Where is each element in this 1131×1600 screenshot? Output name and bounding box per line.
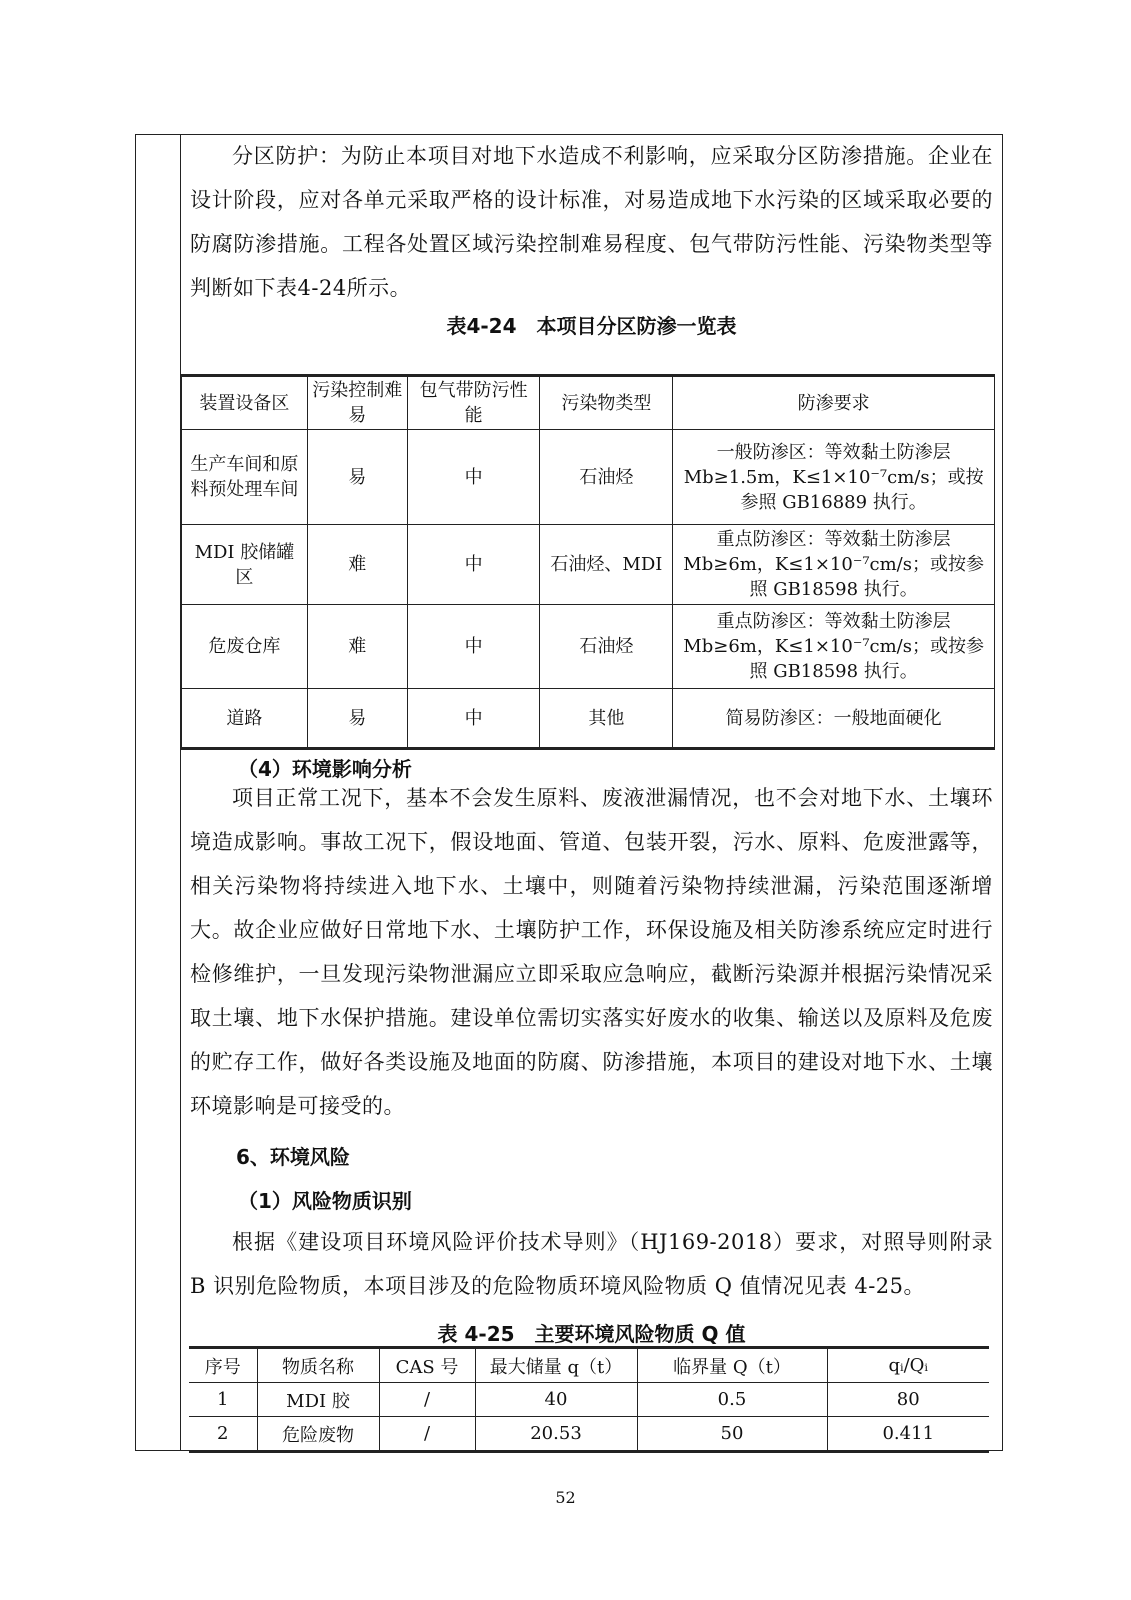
- cell-area: 危废仓库: [182, 605, 308, 689]
- heading-risk-substance: （1）风险物质识别: [238, 1189, 412, 1213]
- cell-requirement: 一般防渗区：等效黏土防渗层 Mb≥1.5m，K≤1×10⁻⁷cm/s；或按参照 GB16889 执行。: [673, 430, 995, 525]
- cell-requirement: 重点防渗区：等效黏土防渗层 Mb≥6m，K≤1×10⁻⁷cm/s；或按参照 GB18598 执行。: [673, 605, 995, 689]
- header-area: 装置设备区: [182, 376, 308, 430]
- header-name: 物质名称: [257, 1348, 379, 1383]
- cell-no: 2: [189, 1417, 257, 1452]
- cell-critical: 0.5: [637, 1383, 827, 1417]
- cell-difficulty: 易: [307, 430, 407, 525]
- table-header-row: [189, 1348, 989, 1383]
- cell-area: 道路: [182, 689, 308, 749]
- table-4-25-caption: 表 4-25 主要环境风险物质 Q 值: [437, 1322, 746, 1346]
- header-cas: CAS 号: [379, 1348, 475, 1383]
- cell-max-storage: 20.53: [475, 1417, 637, 1452]
- table-4-24-caption: 表4-24 本项目分区防渗一览表: [446, 314, 737, 338]
- frame-column-divider: [180, 134, 181, 1451]
- header-difficulty: 污染控制难易: [307, 376, 407, 430]
- heading-env-impact: （4）环境影响分析: [238, 757, 412, 781]
- table-4-25: [189, 1346, 989, 1453]
- table-4-24: [181, 374, 995, 750]
- cell-difficulty: 易: [307, 689, 407, 749]
- header-max-storage: 最大储量 q（t）: [475, 1348, 637, 1383]
- cell-name: MDI 胶: [257, 1383, 379, 1417]
- cell-performance: 中: [407, 525, 540, 605]
- heading-env-risk: 6、环境风险: [236, 1145, 350, 1169]
- header-performance: 包气带防污性能: [407, 376, 540, 430]
- cell-ratio: 80: [827, 1383, 989, 1417]
- cell-performance: 中: [407, 430, 540, 525]
- cell-difficulty: 难: [307, 605, 407, 689]
- header-critical: 临界量 Q（t）: [637, 1348, 827, 1383]
- cell-no: 1: [189, 1383, 257, 1417]
- zoning-paragraph: 分区防护：为防止本项目对地下水造成不利影响，应采取分区防渗措施。企业在设计阶段，应对各单元采取严格的设计标准，对易造成地下水污染的区域采取必要的防腐防渗措施。工程各处置区域污染控制难易程度、包气带防污性能、污染物类型等判断如下表4-24所示。: [190, 144, 993, 300]
- cell-pollutant: 其他: [540, 689, 673, 749]
- risk-id-paragraph: 根据《建设项目环境风险评价技术导则》（HJ169-2018）要求，对照导则附录B 识别危险物质，本项目涉及的危险物质环境风险物质 Q 值情况见表 4-25。: [190, 1230, 993, 1298]
- page-number: 52: [555, 1488, 576, 1507]
- cell-max-storage: 40: [475, 1383, 637, 1417]
- cell-pollutant: 石油烃、MDI: [540, 525, 673, 605]
- table-row: [182, 525, 995, 605]
- cell-critical: 50: [637, 1417, 827, 1452]
- header-pollutant: 污染物类型: [540, 376, 673, 430]
- cell-ratio: 0.411: [827, 1417, 989, 1452]
- header-ratio: qᵢ/Qᵢ: [827, 1348, 989, 1383]
- table-row: [182, 605, 995, 689]
- cell-name: 危险废物: [257, 1417, 379, 1452]
- cell-requirement: 简易防渗区：一般地面硬化: [673, 689, 995, 749]
- cell-area: MDI 胶储罐区: [182, 525, 308, 605]
- cell-performance: 中: [407, 605, 540, 689]
- header-no: 序号: [189, 1348, 257, 1383]
- table-row: [189, 1417, 989, 1452]
- cell-performance: 中: [407, 689, 540, 749]
- impact-paragraph: 项目正常工况下，基本不会发生原料、废液泄漏情况，也不会对地下水、土壤环境造成影响。事故工况下，假设地面、管道、包装开裂，污水、原料、危废泄露等，相关污染物将持续进入地下水、土壤中，则随着污染物持续泄漏，污染范围逐渐增大。故企业应做好日常地下水、土壤防护工作，环保设施及相关防渗系统应定时进行检修维护，一旦发现污染物泄漏应立即采取应急响应，截断污染源并根据污染情况采取土壤、地下水保护措施。建设单位需切实落实好废水的收集、输送以及原料及危废的贮存工作，做好各类设施及地面的防腐、防渗措施，本项目的建设对地下水、土壤环境影响是可接受的。: [190, 786, 993, 1118]
- cell-requirement: 重点防渗区：等效黏土防渗层 Mb≥6m，K≤1×10⁻⁷cm/s；或按参照 GB18598 执行。: [673, 525, 995, 605]
- cell-cas: /: [379, 1383, 475, 1417]
- cell-area: 生产车间和原料预处理车间: [182, 430, 308, 525]
- table-row: [182, 430, 995, 525]
- cell-cas: /: [379, 1417, 475, 1452]
- cell-difficulty: 难: [307, 525, 407, 605]
- table-row: [182, 689, 995, 749]
- table-header-row: [182, 376, 995, 430]
- cell-pollutant: 石油烃: [540, 430, 673, 525]
- cell-pollutant: 石油烃: [540, 605, 673, 689]
- header-requirement: 防渗要求: [673, 376, 995, 430]
- table-row: [189, 1383, 989, 1417]
